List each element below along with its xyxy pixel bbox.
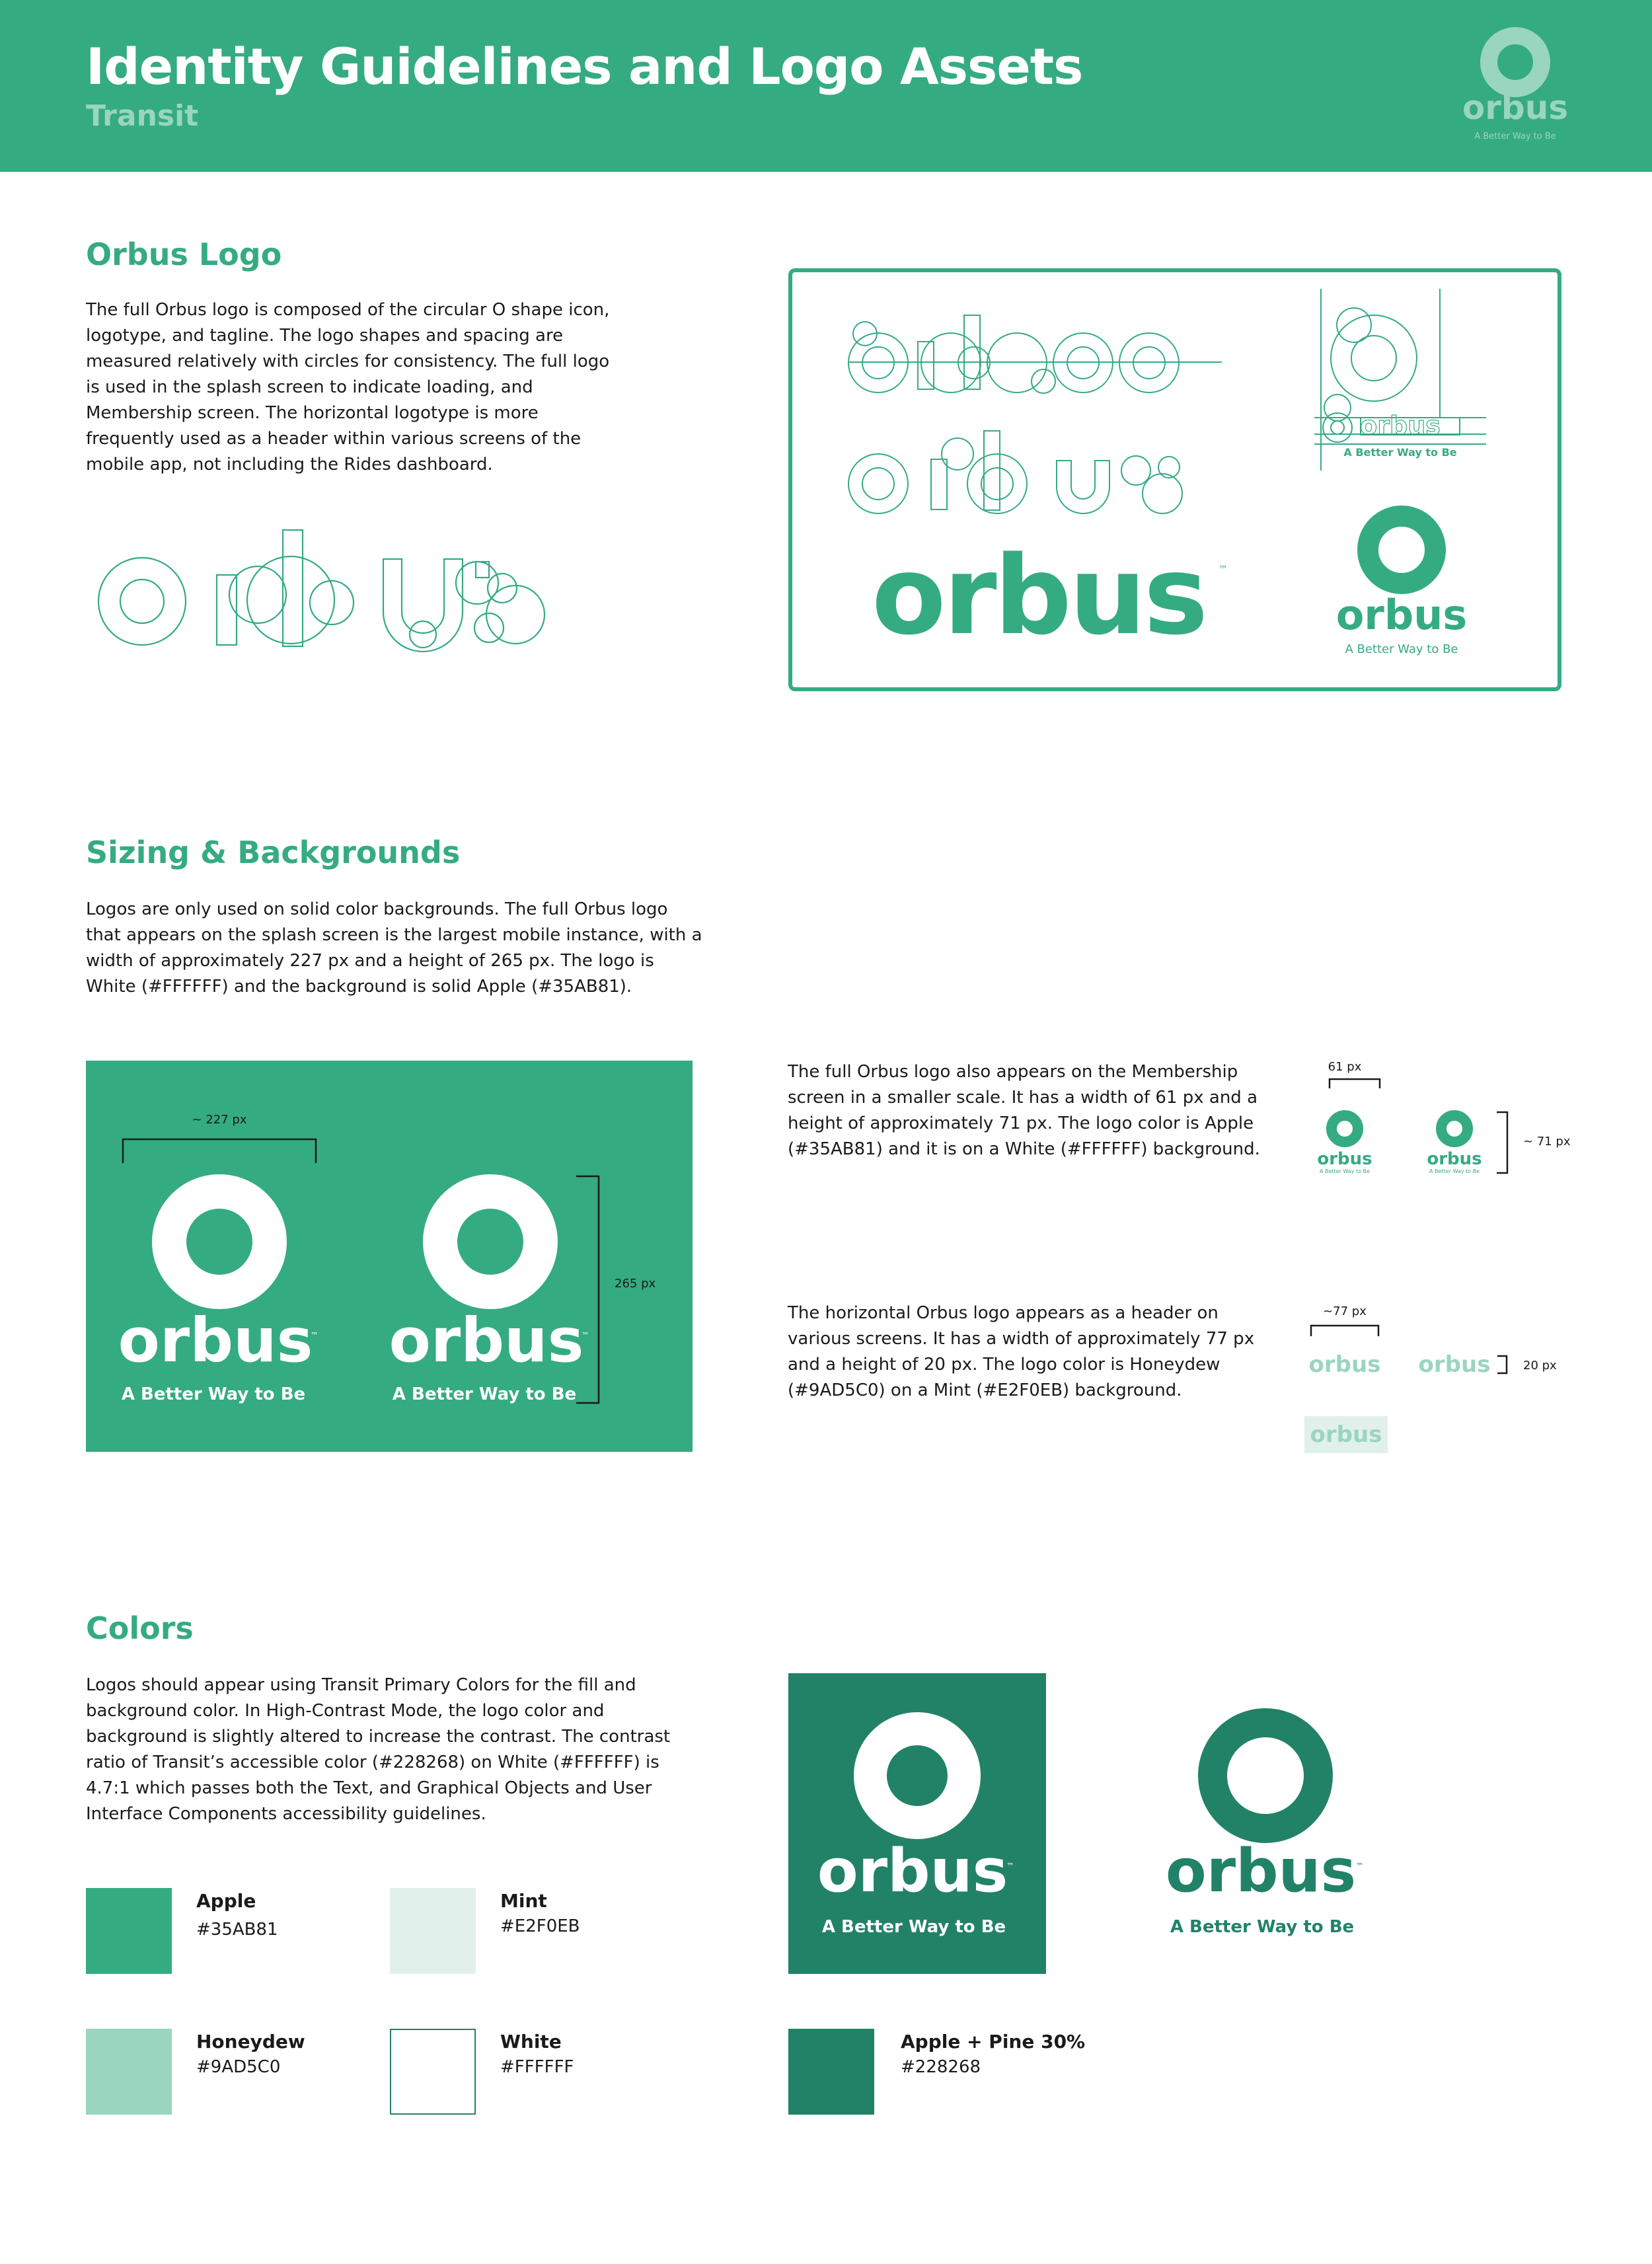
membership-logo-2-ring [1441,1115,1468,1142]
header-logo-sample-2-word: orbus [1418,1351,1491,1378]
membership-width-bracket [1330,1079,1380,1088]
colors-description: Logos should appear using Transit Primary Colors for the fill and background color. In High-Contrast Mode, the logo color and background is slightly altered to increase the contrast. The contrast ratio of Transit’s accessible color (#228268) on White (#FFFFFF) is 4.7:1 which passes both the Text, and Graphical Objects and User Interface Components accessibility guidelines. [86,1675,671,1824]
membership-height-bracket [1497,1112,1507,1173]
stacked-construction-tagline: A Better Way to Be [1343,446,1457,459]
membership-description: The full Orbus logo also appears on the Membership screen in a smaller scale. It has a width of 61 px and a height of approximately 71 px. The logo color is Apple (#35AB81) and it is on a White (#FFFFFF) background. [788,1062,1260,1159]
pine-logo-tm: ™ [1356,1862,1364,1871]
high-contrast-logo-tm: ™ [1006,1862,1014,1871]
swatch-apple-pine-hex: #228268 [901,2057,981,2077]
pine-logo-word: orbus [1165,1836,1357,1906]
swatch-apple-hex: #35AB81 [196,1920,278,1940]
pine-logo-tagline: A Better Way to Be [1170,1917,1355,1937]
section-title-sizing: Sizing & Backgrounds [86,835,461,870]
page-header [0,0,1652,172]
swatch-apple-name: Apple [196,1890,256,1912]
swatch-mint-hex: #E2F0EB [500,1916,580,1936]
stacked-logo-ring [1368,516,1435,584]
swatch-white-hex: #FFFFFF [500,2057,574,2077]
membership-logo-word: orbus [1317,1149,1372,1169]
stacked-construction-word: orbus [1360,411,1441,440]
header-logo-ring [1489,36,1542,89]
horizontal-logotype-tm: ™ [1219,564,1228,575]
stacked-logo [1321,497,1486,662]
swatch-white-name: White [500,2031,562,2053]
horizontal-logotype-word: orbus [872,550,1206,656]
high-contrast-logo-white [788,1673,1046,1974]
logotype-construction-grids [839,309,1235,533]
membership-logo-ring [1332,1115,1358,1142]
swatch-mint-name: Mint [500,1890,547,1912]
section-title-orbus-logo: Orbus Logo [86,237,282,272]
swatch-honeydew-name: Honeydew [196,2031,305,2053]
header-logo-height-bracket [1497,1356,1507,1373]
swatch-white [390,2029,476,2115]
splash-logo-ring [169,1191,270,1292]
stacked-logo-tagline: A Better Way to Be [1345,642,1458,656]
logo-variants-panel [788,268,1561,691]
orbus-logo-description: The full Orbus logo is composed of the circular O shape icon, logotype, and tagline. The logo shapes and spacing are measured relatively with circles for consistency. The full logo is used in the splash screen to indicate loading, and Membership screen. The horizontal logotype is more frequently used as a header within various screens of the mobile app, not including the Rides dashboard. [86,300,610,474]
membership-logo-2-word: orbus [1427,1149,1482,1169]
splash-width-bracket [123,1139,316,1163]
splash-logo-2-tagline: A Better Way to Be [392,1384,577,1404]
splash-logo-2-ring [440,1191,541,1292]
sizing-description: Logos are only used on solid color backgrounds. The full Orbus logo that appears on the splash screen is the largest mobile instance, with a width of approximately 227 px and a height of 265 px. The logo is White (#FFFFFF) and the background is solid Apple (#35AB81). [86,899,702,997]
header-logo-word: orbus [1462,89,1569,127]
swatch-apple-pine-name: Apple + Pine 30% [901,2031,1086,2053]
membership-logos [1295,1054,1573,1186]
logotype-construction-outline [93,515,582,667]
header-logo-samples [1295,1295,1573,1460]
section-title-colors: Colors [86,1610,194,1646]
splash-logo-2-tm: ™ [582,1331,589,1340]
swatch-apple-pine [788,2029,874,2115]
header-logo-height-label: 20 px [1523,1359,1557,1373]
high-contrast-logo-word: orbus [817,1836,1008,1906]
header-logo-description: The horizontal Orbus logo appears as a header on various screens. It has a width of approximately 77 px and a height of 20 px. The logo color is Honeydew (#9AD5C0) on a Mint (#E2F0EB) background. [788,1303,1255,1400]
header-logo [1454,24,1573,149]
splash-logo-word: orbus [118,1305,313,1376]
splash-width-label: ~ 227 px [192,1113,247,1127]
high-contrast-logo-ring [870,1729,964,1823]
page-subtitle: Transit [86,99,199,133]
horizontal-logotype [872,550,1242,656]
membership-width-label: 61 px [1328,1060,1362,1074]
page-title: Identity Guidelines and Logo Assets [86,37,1083,96]
pine-logo-on-white [1150,1673,1414,1974]
header-logo-width-label: ~77 px [1323,1304,1367,1318]
header-logo-tagline: A Better Way to Be [1474,132,1556,141]
splash-height-label: 265 px [615,1277,656,1291]
membership-height-label: ~ 71 px [1523,1135,1571,1149]
swatch-mint [390,1888,476,1974]
stacked-construction-grid [1308,285,1499,477]
splash-logo-tagline: A Better Way to Be [121,1384,306,1404]
splash-background [86,1061,693,1452]
high-contrast-logo-tagline: A Better Way to Be [821,1917,1006,1937]
header-logo-on-mint-word: orbus [1310,1421,1382,1448]
pine-logo-ring [1213,1723,1318,1829]
splash-logos [86,1061,693,1452]
header-logo-width-bracket [1311,1326,1378,1336]
stacked-logo-word: orbus [1335,591,1468,639]
splash-logo-2-word: orbus [389,1305,584,1376]
swatch-honeydew-hex: #9AD5C0 [196,2057,281,2077]
swatch-apple [86,1888,172,1974]
swatch-honeydew [86,2029,172,2115]
membership-logo-2-tagline: A Better Way to Be [1429,1168,1480,1174]
splash-logo-tm: ™ [311,1331,319,1340]
high-contrast-logo-block [788,1673,1046,1974]
header-logo-sample-word: orbus [1308,1351,1381,1378]
membership-logo-tagline: A Better Way to Be [1319,1168,1370,1174]
